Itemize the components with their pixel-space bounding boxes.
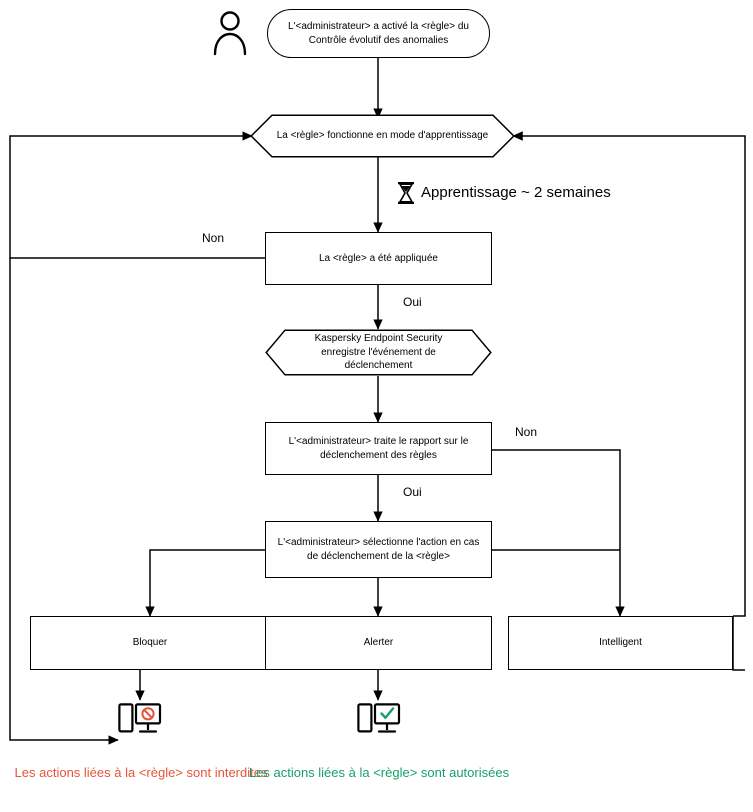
label-learning-duration: Apprentissage ~ 2 semaines	[421, 184, 611, 201]
user-icon	[208, 10, 252, 61]
node-block-label: Bloquer	[132, 637, 168, 649]
label-no-2: Non	[515, 425, 538, 439]
node-kes-logs	[265, 329, 492, 376]
node-learning-mode	[250, 114, 515, 158]
node-admin-enabled	[267, 9, 490, 58]
node-learning-mode-label: La <règle> fonctionne en mode d'apprentissage	[276, 130, 489, 142]
hourglass-icon	[396, 181, 416, 210]
node-rule-applied-label: La <règle> a été appliquée	[319, 252, 438, 264]
node-block	[30, 616, 270, 670]
node-admin-enabled-label: L'<administrateur> a activé la <règle> du Contrôle évolutif des anomalies	[288, 20, 469, 46]
monitor-blocked-icon	[118, 703, 162, 748]
node-admin-report	[265, 422, 492, 475]
monitor-allowed-icon	[357, 703, 401, 748]
label-yes-1: Oui	[403, 295, 422, 309]
node-admin-report-label: L'<administrateur> traite le rapport sur le déclenchement des règles	[288, 436, 469, 461]
node-alert-label: Alerter	[363, 637, 394, 649]
node-alert	[265, 616, 492, 670]
label-no-1: Non	[202, 231, 225, 245]
node-admin-action	[265, 521, 492, 578]
node-smart	[508, 616, 733, 670]
node-kes-logs-label: Kaspersky Endpoint Security enregistre l'événement de déclenchement	[314, 333, 443, 372]
label-yes-2: Oui	[403, 485, 422, 499]
node-smart-label: Intelligent	[599, 637, 642, 649]
caption-allowed: Les actions liées à la <règle> sont autorisées	[248, 765, 510, 780]
node-admin-action-label: L'<administrateur> sélectionne l'action en cas de déclenchement de la <règle>	[277, 537, 480, 562]
caption-blocked: Les actions liées à la <règle> sont interdites	[14, 765, 268, 780]
node-rule-applied	[265, 232, 492, 285]
